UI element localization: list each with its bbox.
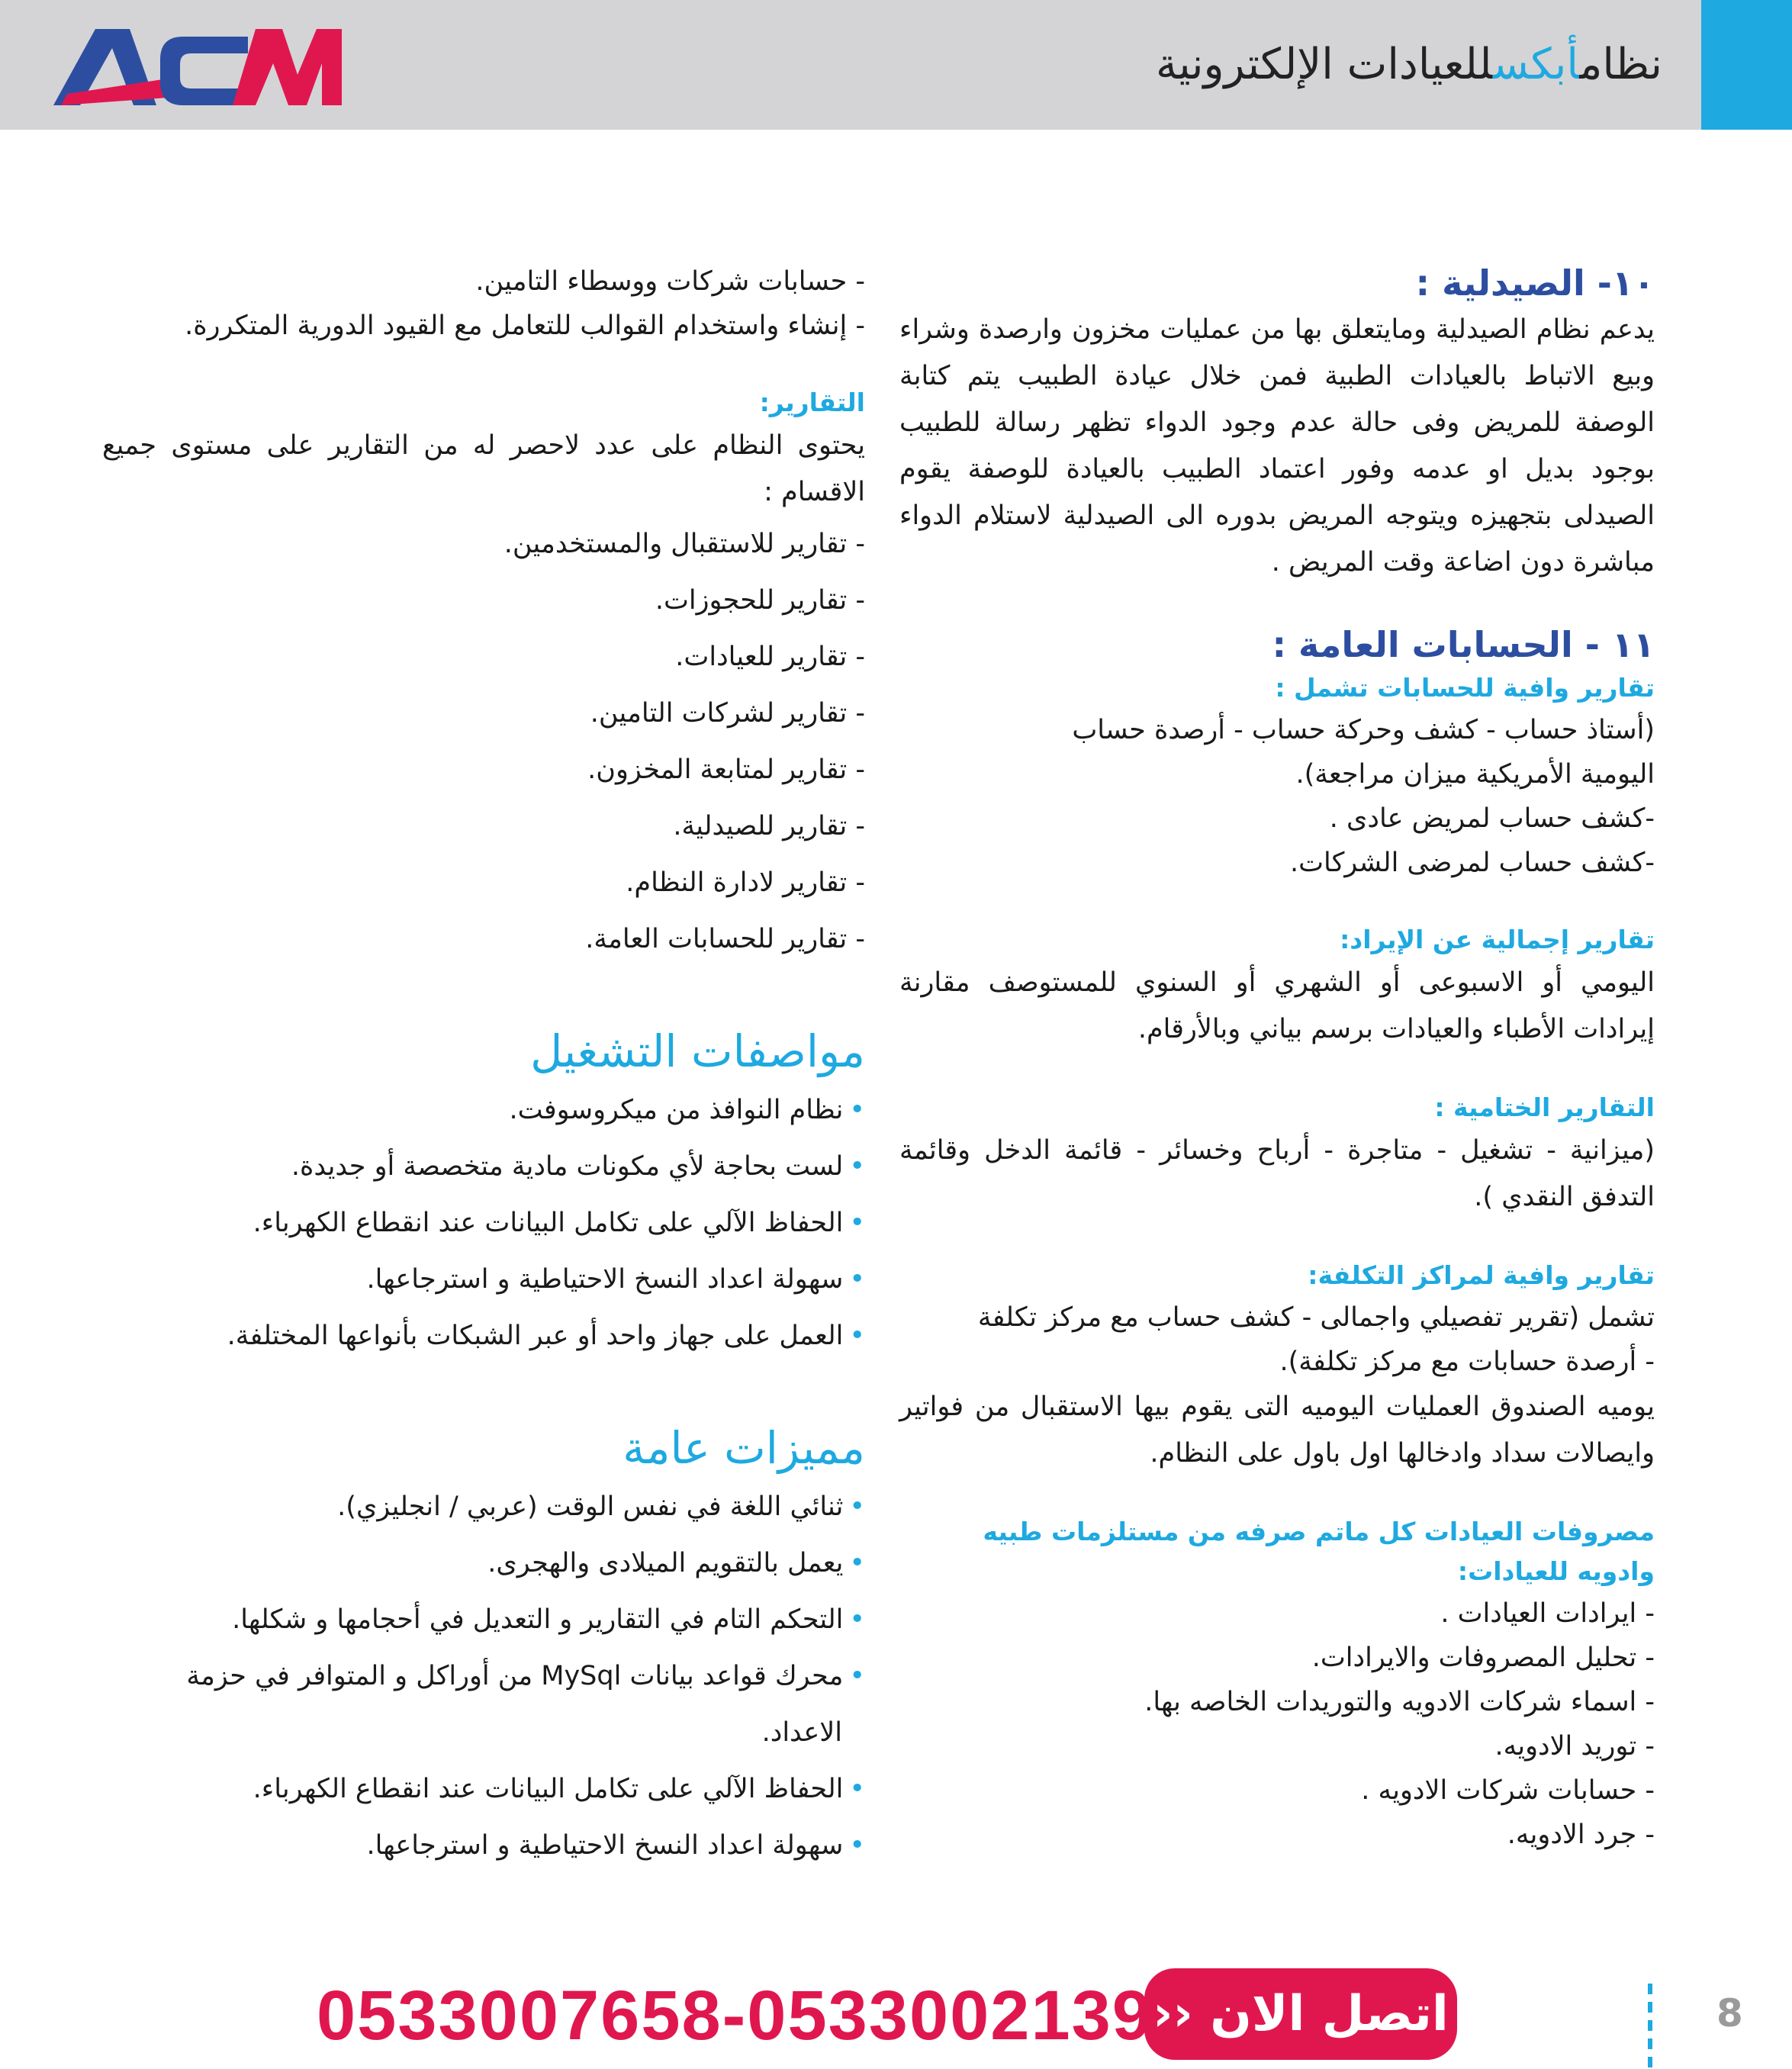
left-column	[102, 259, 865, 1874]
feature-item: •سهولة اعداد النسخ الاحتياطية و استرجاعها.	[366, 1830, 865, 1861]
feature-item: •يعمل بالتقويم الميلادى والهجرى.	[487, 1548, 865, 1578]
title-highlight: أبكس	[1492, 40, 1580, 89]
feature-item: •التحكم التام في التقارير و التعديل في أحجامها و شكلها.	[232, 1604, 865, 1635]
cost-center-title: تقارير وافية لمراكز التكلفة:	[1308, 1260, 1655, 1290]
page-title	[1156, 31, 1662, 99]
report-item: - تقارير لادارة النظام.	[626, 867, 865, 898]
page-number: 8	[1716, 1991, 1743, 2035]
pharmacy-title: ١٠- الصيدلية :	[1415, 262, 1655, 304]
pharmacy-body: يدعم نظام الصيدلية ومايتعلق بها من عمليات مخزون وارصدة وشراء وبيع الاتباط بالعيادات الطبية فمن خلال عيادة الطبيب يتم كتابة الوصفة للمريض وفى حالة عدم وجود الدواء تظهر رسالة للطبيب بوجود بديل او عدمه وفور اعتماد الطبيب بالعيادة للوصفة يقوم الصيدلى بتجهيزه ويتوجه المريض بدوره الى الصيدلية لاستلام الدواء مباشرة دون اضاعة وقت المريض .	[899, 314, 1655, 578]
title-suffix: للعيادات الإلكترونية	[1155, 40, 1493, 89]
operating-specs-title: مواصفات التشغيل	[530, 1025, 865, 1077]
report-item: - تقارير للاستقبال والمستخدمين.	[503, 529, 865, 559]
spec-item: •سهولة اعداد النسخ الاحتياطية و استرجاعها.	[366, 1264, 865, 1295]
list-item: - حسابات شركات ووسطاء التامين.	[475, 266, 865, 297]
report-item: - تقارير لشركات التامين.	[590, 698, 865, 729]
expenses-item: - تحليل المصروفات والايرادات.	[1311, 1643, 1655, 1673]
reports-title: التقارير:	[759, 388, 865, 417]
accounts-report-line: اليومية الأمريكية ميزان مراجعة).	[1295, 759, 1655, 790]
call-now-button[interactable]: اتصل الان ‹‹	[1144, 1968, 1457, 2060]
accounts-report-line: -كشف حساب لمريض عادى .	[1329, 803, 1655, 834]
report-item: - تقارير للعيادات.	[675, 642, 865, 672]
cost-center-line: تشمل (تقرير تفصيلي واجمالى - كشف حساب مع مركز تكلفة	[977, 1302, 1655, 1333]
revenue-reports-body: اليومي أو الاسبوعى أو الشهري أو السنوي للمستوصف مقارنة إيرادات الأطباء والعيادات برسم بياني وبالأرقام.	[899, 967, 1655, 1044]
final-reports-title: التقارير الختامية :	[1434, 1092, 1655, 1122]
spec-item: •نظام النوافذ من ميكروسوفت.	[509, 1095, 865, 1125]
expenses-item: - جرد الادويه.	[1507, 1820, 1655, 1850]
expenses-item: - اسماء شركات الادويه والتوريدات الخاصه بها.	[1144, 1687, 1655, 1717]
reports-intro: يحتوى النظام على عدد لاحصر له من التقارير على مستوى جميع الاقسام :	[102, 430, 865, 507]
list-item: - إنشاء واستخدام القوالب للتعامل مع القيود الدورية المتكررة.	[185, 311, 865, 341]
right-column	[899, 259, 1655, 1857]
footer-divider	[1648, 1984, 1652, 2069]
revenue-reports-title: تقارير إجمالية عن الإيراد:	[1340, 925, 1655, 954]
cost-center-line: - أرصدة حسابات مع مركز تكلفة).	[1279, 1347, 1655, 1377]
acm-logo	[53, 21, 343, 113]
phone-numbers[interactable]: 0533007658-0533002139	[317, 1977, 1153, 2055]
spec-item: •الحفاظ الآلي على تكامل البيانات عند انقطاع الكهرباء.	[253, 1208, 865, 1238]
header-accent-block	[1701, 0, 1792, 130]
spec-item: •العمل على جهاز واحد أو عبر الشبكات بأنواعها المختلفة.	[227, 1321, 865, 1351]
accounts-report-line: -كشف حساب لمرضى الشركات.	[1289, 848, 1655, 878]
accounts-report-line: (أستاذ حساب - كشف وحركة حساب - أرصدة حساب	[1072, 715, 1655, 745]
title-prefix: نظام	[1579, 40, 1662, 89]
general-accounts-title: ١١ - الحسابات العامة :	[1272, 624, 1655, 665]
final-reports-body: (ميزانية - تشغيل - متاجرة - أرباح وخسائر - قائمة الدخل وقائمة التدفق النقدي ).	[899, 1135, 1655, 1212]
cashbox-body: يوميه الصندوق العمليات اليوميه التى يقوم بيها الاستقبال من فواتير وايصالات سداد وادخالها اول باول على النظام.	[899, 1392, 1655, 1469]
expenses-item: - توريد الادويه.	[1494, 1731, 1655, 1762]
report-item: - تقارير للحسابات العامة.	[585, 924, 865, 954]
accounts-reports-title: تقارير وافية للحسابات تشمل :	[1275, 673, 1655, 703]
general-features-title: مميزات عامة	[623, 1422, 865, 1474]
expenses-item: - ايرادات العيادات .	[1440, 1598, 1655, 1629]
spec-item: •لست بحاجة لأي مكونات مادية متخصصة أو جديدة.	[291, 1151, 865, 1182]
feature-item: •الحفاظ الآلي على تكامل البيانات عند انقطاع الكهرباء.	[253, 1774, 865, 1804]
report-item: - تقارير لمتابعة المخزون.	[587, 755, 865, 785]
expenses-title-cont: وادويه للعيادات:	[1457, 1556, 1655, 1586]
expenses-title: مصروفات العيادات كل ماتم صرفه من مستلزمات طبيه	[983, 1517, 1655, 1546]
report-item: - تقارير للحجوزات.	[655, 585, 865, 616]
report-item: - تقارير للصيدلية.	[673, 811, 865, 841]
expenses-item: - حسابات شركات الادويه .	[1361, 1775, 1655, 1806]
feature-item: •محرك قواعد بيانات MySql من أوراكل و المتوافر في حزمة	[186, 1661, 865, 1691]
feature-item: •ثنائي اللغة في نفس الوقت (عربي / انجليزي).	[337, 1491, 865, 1522]
feature-item-cont: الاعداد.	[761, 1717, 842, 1748]
